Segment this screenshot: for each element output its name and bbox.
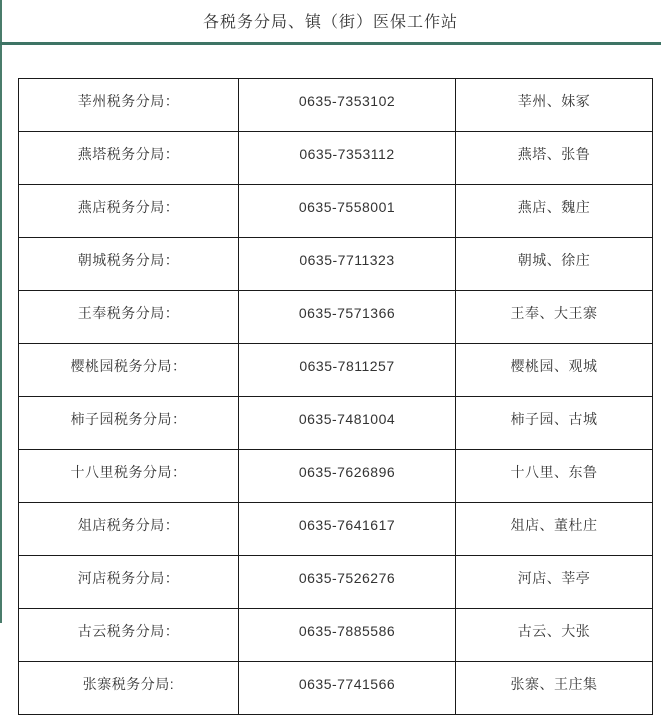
title-divider-rule <box>0 42 661 45</box>
station-towns-cell: 俎店、董杜庄 <box>456 503 653 556</box>
bureau-name-cell: 河店税务分局： <box>19 556 239 609</box>
phone-number-cell: 0635-7885586 <box>239 609 456 662</box>
phone-number-cell: 0635-7526276 <box>239 556 456 609</box>
left-accent-line <box>0 0 2 623</box>
bureau-name-cell: 王奉税务分局： <box>19 291 239 344</box>
stations-table-body <box>19 79 653 715</box>
station-towns-cell: 樱桃园、观城 <box>456 344 653 397</box>
station-towns-cell: 柿子园、古城 <box>456 397 653 450</box>
table-row <box>19 291 653 344</box>
bureau-name-cell: 柿子园税务分局： <box>19 397 239 450</box>
phone-number-cell: 0635-7811257 <box>239 344 456 397</box>
table-row <box>19 662 653 715</box>
phone-number-cell: 0635-7641617 <box>239 503 456 556</box>
table-row <box>19 238 653 291</box>
bureau-name-cell: 古云税务分局： <box>19 609 239 662</box>
page-title: 各税务分局、镇（街）医保工作站 <box>202 14 458 31</box>
station-towns-cell: 燕店、魏庄 <box>456 185 653 238</box>
table-row <box>19 185 653 238</box>
bureau-name-cell: 俎店税务分局： <box>19 503 239 556</box>
phone-number-cell: 0635-7481004 <box>239 397 456 450</box>
station-towns-cell: 莘州、妹冢 <box>456 79 653 132</box>
table-row <box>19 503 653 556</box>
table-row <box>19 609 653 662</box>
table-row <box>19 344 653 397</box>
phone-number-cell: 0635-7571366 <box>239 291 456 344</box>
bureau-name-cell: 樱桃园税务分局： <box>19 344 239 397</box>
phone-number-cell: 0635-7711323 <box>239 238 456 291</box>
table-row <box>19 79 653 132</box>
station-towns-cell: 王奉、大王寨 <box>456 291 653 344</box>
phone-number-cell: 0635-7353102 <box>239 79 456 132</box>
bureau-name-cell: 十八里税务分局： <box>19 450 239 503</box>
phone-number-cell: 0635-7353112 <box>239 132 456 185</box>
phone-number-cell: 0635-7741566 <box>239 662 456 715</box>
station-towns-cell: 十八里、东鲁 <box>456 450 653 503</box>
table-row <box>19 556 653 609</box>
station-towns-cell: 燕塔、张鲁 <box>456 132 653 185</box>
station-towns-cell: 古云、大张 <box>456 609 653 662</box>
table-row <box>19 397 653 450</box>
table-row <box>19 450 653 503</box>
bureau-name-cell: 张寨税务分局: <box>19 662 239 715</box>
stations-table <box>18 78 653 715</box>
station-towns-cell: 河店、莘亭 <box>456 556 653 609</box>
station-towns-cell: 张寨、王庄集 <box>456 662 653 715</box>
phone-number-cell: 0635-7558001 <box>239 185 456 238</box>
bureau-name-cell: 莘州税务分局： <box>19 79 239 132</box>
phone-number-cell: 0635-7626896 <box>239 450 456 503</box>
bureau-name-cell: 朝城税务分局： <box>19 238 239 291</box>
table-row <box>19 132 653 185</box>
station-towns-cell: 朝城、徐庄 <box>456 238 653 291</box>
bureau-name-cell: 燕塔税务分局： <box>19 132 239 185</box>
bureau-name-cell: 燕店税务分局： <box>19 185 239 238</box>
